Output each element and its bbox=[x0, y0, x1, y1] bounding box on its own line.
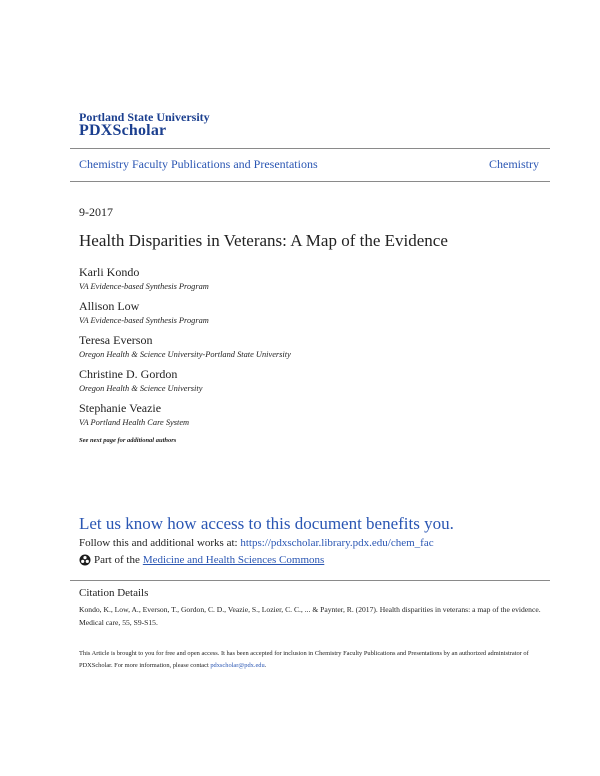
citation-heading: Citation Details bbox=[79, 587, 149, 599]
follow-text: Follow this and additional works at: bbox=[79, 537, 241, 549]
follow-line bbox=[79, 537, 434, 549]
header-rule-top bbox=[70, 148, 550, 149]
author-entry bbox=[79, 299, 209, 325]
author-name: Karli Kondo bbox=[79, 265, 140, 279]
author-affiliation: VA Portland Health Care System bbox=[79, 418, 190, 427]
author-name: Stephanie Veazie bbox=[79, 401, 162, 415]
department-link[interactable]: Chemistry bbox=[489, 157, 539, 171]
author-name: Allison Low bbox=[79, 299, 140, 313]
article-title: Health Disparities in Veterans: A Map of the Evidence bbox=[79, 231, 448, 250]
author-entry bbox=[79, 367, 202, 393]
footer-note bbox=[79, 648, 549, 672]
author-affiliation: Oregon Health & Science University-Portland State University bbox=[79, 350, 291, 359]
author-entry bbox=[79, 333, 291, 359]
author-entry bbox=[79, 265, 209, 291]
author-affiliation: Oregon Health & Science University bbox=[79, 384, 203, 393]
author-name: Christine D. Gordon bbox=[79, 367, 178, 381]
citation-rule bbox=[70, 580, 550, 581]
citation-text: Kondo, K., Low, A., Everson, T., Gordon, C. D., Veazie, S., Lozier, C. C., ... & Paynter, R. (2017). Health disparities in veterans: a map of the evidence. Medical care, 55, S9-S15. bbox=[79, 605, 541, 627]
publication-date: 9-2017 bbox=[79, 205, 113, 219]
contact-email-link[interactable]: pdxscholar@pdx.edu bbox=[210, 662, 265, 669]
author-name: Teresa Everson bbox=[79, 333, 153, 347]
collection-url-link[interactable]: https://pdxscholar.library.pdx.edu/chem_fac bbox=[240, 537, 434, 549]
collection-link[interactable]: Chemistry Faculty Publications and Presentations bbox=[79, 157, 318, 171]
pdxscholar-brand[interactable]: PDXScholar bbox=[79, 122, 167, 139]
footer-text: This Article is brought to you for free and open access. It has been accepted for inclusion in Chemistry Faculty Publications and Presentations by an authorized administrator of PDXScholar. For more information, please contact bbox=[79, 650, 529, 669]
author-entry bbox=[79, 401, 189, 427]
university-name: Portland State University bbox=[79, 110, 210, 124]
additional-authors-note: See next page for additional authors bbox=[79, 437, 177, 444]
part-of-text: Part of the bbox=[94, 554, 140, 566]
feedback-cta-link[interactable]: Let us know how access to this document benefits you. bbox=[79, 514, 454, 533]
header-rule-bottom bbox=[70, 181, 550, 182]
part-of-line bbox=[79, 554, 324, 566]
author-affiliation: VA Evidence-based Synthesis Program bbox=[79, 316, 209, 325]
bepress-network-icon bbox=[79, 554, 91, 566]
author-affiliation: VA Evidence-based Synthesis Program bbox=[79, 282, 209, 291]
commons-link[interactable]: Medicine and Health Sciences Commons bbox=[142, 554, 325, 566]
footer-end: . bbox=[264, 662, 267, 669]
